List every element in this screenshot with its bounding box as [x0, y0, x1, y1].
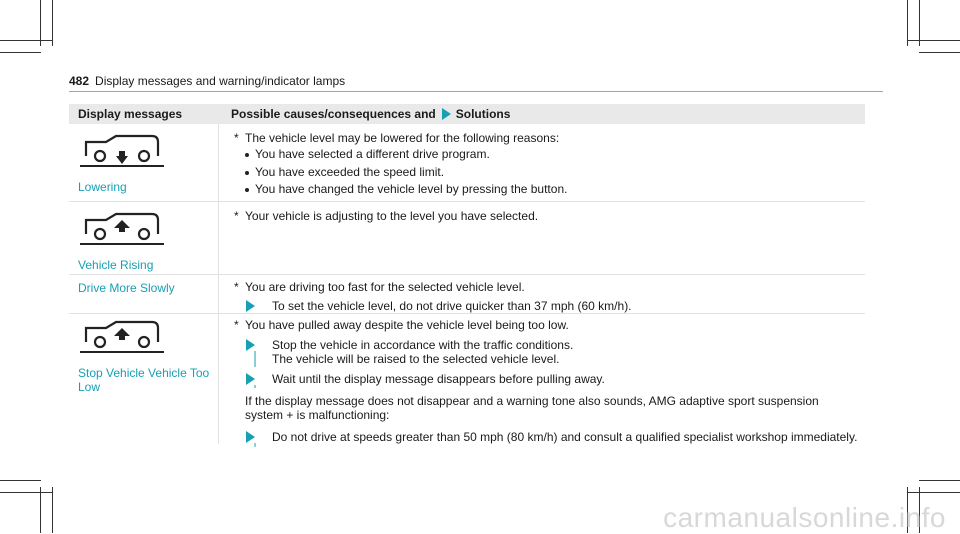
arrow-right-icon — [246, 431, 255, 443]
message-cell — [69, 124, 219, 201]
message-label: Vehicle Rising — [78, 258, 154, 272]
arrow-right-icon — [442, 108, 451, 120]
arrow-right-icon — [246, 300, 255, 312]
solution-cell: * The vehicle level may be lowered for the following reasons: You have selected a different drive program. You have exceeded the speed limit. You have changed the vehicle level by pressing the button. — [219, 124, 865, 201]
crop-mark — [40, 487, 41, 533]
solution-cell: * Your vehicle is adjusting to the level you have selected. — [234, 209, 539, 223]
message-label: Drive More Slowly — [78, 281, 175, 295]
solution-step: Do not drive at speeds greater than 50 mph (80 km/h) and consult a qualified specialist workshop immediately. — [234, 430, 865, 444]
crop-mark — [919, 480, 960, 481]
table-row — [69, 275, 865, 314]
table-row — [69, 314, 865, 444]
page-header — [69, 74, 345, 88]
cause-text: The vehicle level may be lowered for the following reasons: — [245, 131, 560, 145]
cause-text: You are driving too fast for the selected vehicle level. — [245, 280, 525, 294]
list-item: You have changed the vehicle level by pressing the button. — [234, 181, 865, 199]
crop-mark — [907, 492, 960, 493]
cause-text: Your vehicle is adjusting to the level you have selected. — [245, 209, 539, 223]
solution-cell: * You have pulled away despite the vehicle level being too low. Stop the vehicle in accordance with the traffic conditions. The vehicle will be raised to the selected vehicle level. Wait until the display message disappears before pulling away. If the display message does not disappear and a warning tone also sounds, AMG adaptive sport suspension system + is malfunctioning: Do not drive at speeds greater than 50 mph (80 km/h) and consult a qualified specialist workshop immediately. — [219, 314, 865, 444]
table-header — [69, 104, 865, 124]
crop-mark — [52, 487, 53, 533]
messages-table — [69, 104, 865, 444]
crop-mark — [0, 480, 41, 481]
message-cell — [69, 275, 219, 313]
malfunction-text: If the display message does not disappear and a warning tone also sounds, AMG adaptive sport suspension system + is malfunctioning: — [245, 394, 819, 422]
page-number: 482 — [69, 74, 90, 88]
solution-step: Wait until the display message disappears before pulling away. — [234, 372, 865, 386]
message-label: Stop Vehicle Vehicle Too Low — [78, 366, 210, 394]
crop-mark — [0, 40, 52, 41]
step-bar — [254, 443, 256, 447]
table-row — [69, 124, 865, 202]
message-cell — [69, 314, 219, 444]
header-rule — [69, 91, 883, 92]
message-label: Lowering — [78, 180, 127, 194]
step-bar — [254, 351, 256, 367]
col-header-display-messages: Display messages — [78, 107, 183, 121]
arrow-right-icon — [246, 339, 255, 351]
list-item: You have exceeded the speed limit. — [234, 164, 865, 182]
arrow-right-icon — [246, 373, 255, 385]
solution-step: To set the vehicle level, do not drive quicker than 37 mph (60 km/h). — [234, 299, 865, 313]
solution-step: Stop the vehicle in accordance with the traffic conditions. The vehicle will be raised to the selected vehicle level. — [234, 338, 865, 366]
cause-text: You have pulled away despite the vehicle level being too low. — [245, 318, 569, 332]
solution-cell: * You are driving too fast for the selected vehicle level. To set the vehicle level, do not drive quicker than 37 mph (60 km/h). — [219, 275, 865, 313]
crop-mark — [0, 492, 52, 493]
vehicle-rising-icon — [78, 320, 166, 360]
crop-mark — [52, 0, 53, 46]
message-cell — [69, 202, 219, 274]
crop-mark — [919, 52, 960, 53]
vehicle-lowering-icon — [78, 134, 166, 174]
list-item: You have selected a different drive program. — [234, 146, 865, 164]
vehicle-rising-icon — [78, 212, 166, 252]
crop-mark — [907, 40, 960, 41]
table-row — [69, 202, 865, 275]
col-header-solutions: Possible causes/consequences and Solutions — [231, 107, 511, 121]
page-title: Display messages and warning/indicator lamps — [95, 74, 346, 88]
crop-mark — [0, 52, 41, 53]
step-bar — [254, 385, 256, 388]
watermark: carmanualsonline.info — [663, 502, 946, 533]
